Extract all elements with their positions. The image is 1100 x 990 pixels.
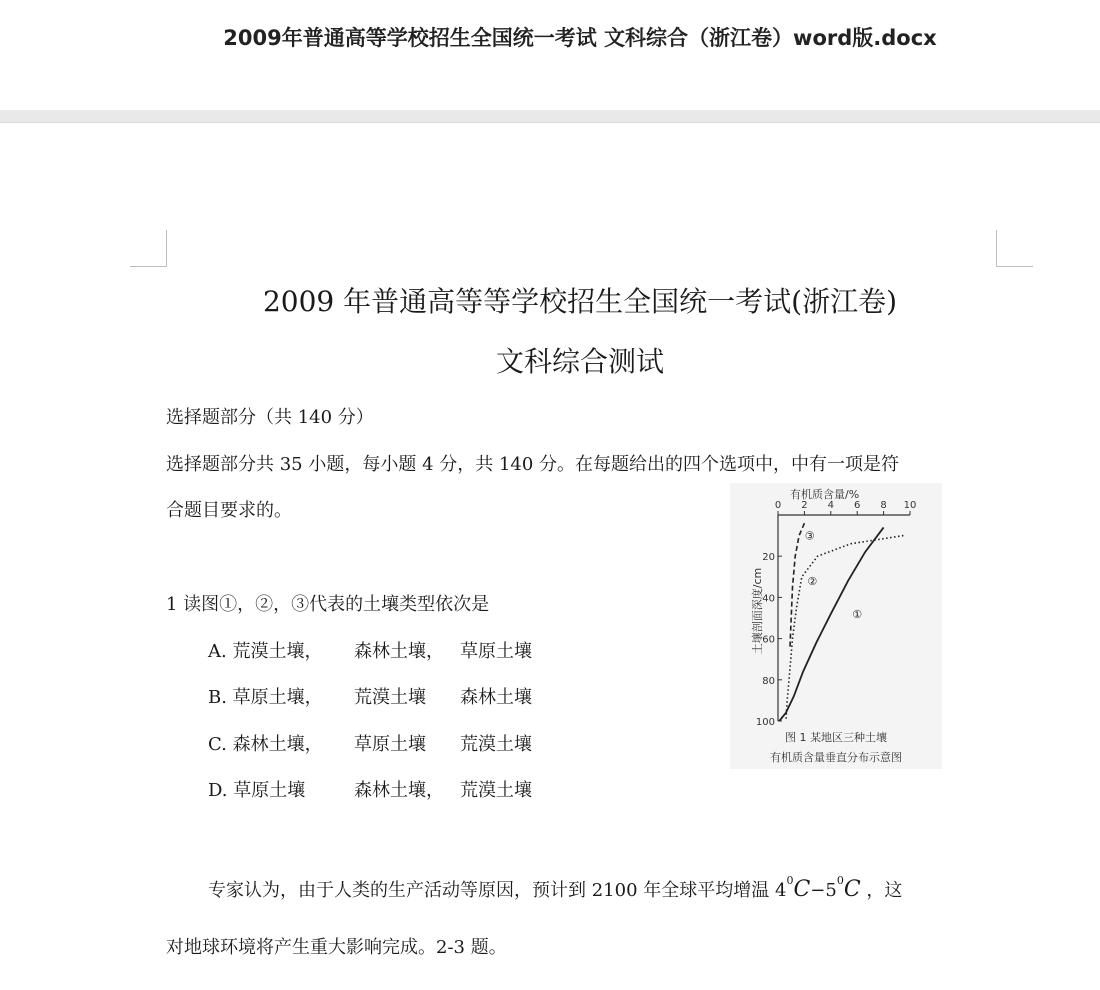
chart-series-label: ③ [804,529,815,543]
chart-y-tick-label: 60 [762,634,775,646]
chart-caption-line-2: 有机质含量垂直分布示意图 [770,751,902,764]
chart-y-tick-label: 40 [762,593,775,605]
chart-x-tick-label: 0 [774,500,782,511]
chart-caption-line-1: 图 1 某地区三种土壤 [785,731,887,744]
chart-x-tick-label: 10 [903,500,917,511]
passage-line-1: 专家认为，由于人类的生产活动等原因，预计到 2100 年全球平均增温 $4^0C-5^0C$ ，这 [208,874,903,902]
margin-corner-right [996,230,1033,267]
intro-line-1: 选择题部分共 35 小题，每小题 4 分，共 140 分。在每题给出的四个选项中，中有一项是符 [166,454,900,475]
chart-x-tick-label: 8 [880,500,887,511]
chart-y-tick-label: 100 [755,717,775,728]
soil-organic-matter-chart [730,483,942,769]
page-subtitle: 文科综合测试 [495,345,664,378]
chart-y-tick-label: 80 [762,675,775,687]
intro-line-2: 合题目要求的。 [166,500,292,521]
chart-x-tick-label: 2 [801,500,808,511]
toolbar-divider [0,110,1100,123]
chart-y-title: 土壤剖面深度/cm [751,567,764,655]
chart-x-title: 有机质含量/% [790,488,860,501]
chart-y-tick-label: 20 [762,552,775,564]
chart-series-label: ② [807,574,818,588]
chart-series-line [786,536,904,721]
question-1-stem: 1 读图①，②，③代表的土壤类型依次是 [166,594,490,615]
chart-series-line [790,523,805,649]
chart-series-label: ① [852,607,863,621]
chart-plot [730,483,942,729]
margin-corner-left [130,230,167,267]
temperature-range: $4^0C-5^0C$ [774,874,861,902]
document-filename: 2009年普通高等学校招生全国统一考试 文科综合（浙江卷）word版.docx [223,26,937,50]
title-bar [0,0,1100,110]
chart-x-tick-label: 4 [827,500,834,511]
document-page[interactable]: 2009 年普通高等等学校招生全国统一考试(浙江卷) 文科综合测试 选择题部分（共 140 分） 选择题部分共 35 小题，每小题 4 分，共 140 分。在每题给出的四个选项中，中有一项是符 合题目要求的。 1 读图①，②，③代表的土壤类型依次是 A. 荒漠土壤， 森林土壤， 草原土壤 B. 草原土壤， 荒漠土壤 森林土壤 C. 森林土壤， 草原土壤 荒漠土壤 D. 草原土壤 森林土壤， 荒漠土壤 有机质含量/% 土壤剖面深度/cm 0 2 4 6 8 10 20 40 60 80 100 ① ② ③ 图 1 某地区三种土壤 有机质含量垂直分布示意图 专家认为，由于人类的生产活动等原因，预计到 2100 年全球平均增温 $4^0C-5^0C$ ，这 对地球环境将产生重大影响完成。2-3 题。 [0,123,1100,990]
chart-x-tick-label: 6 [854,500,861,511]
section-heading: 选择题部分（共 140 分） [166,407,374,428]
passage-line-2: 对地球环境将产生重大影响完成。2-3 题。 [166,937,507,958]
page-title: 2009 年普通高等等学校招生全国统一考试(浙江卷) [262,285,897,318]
